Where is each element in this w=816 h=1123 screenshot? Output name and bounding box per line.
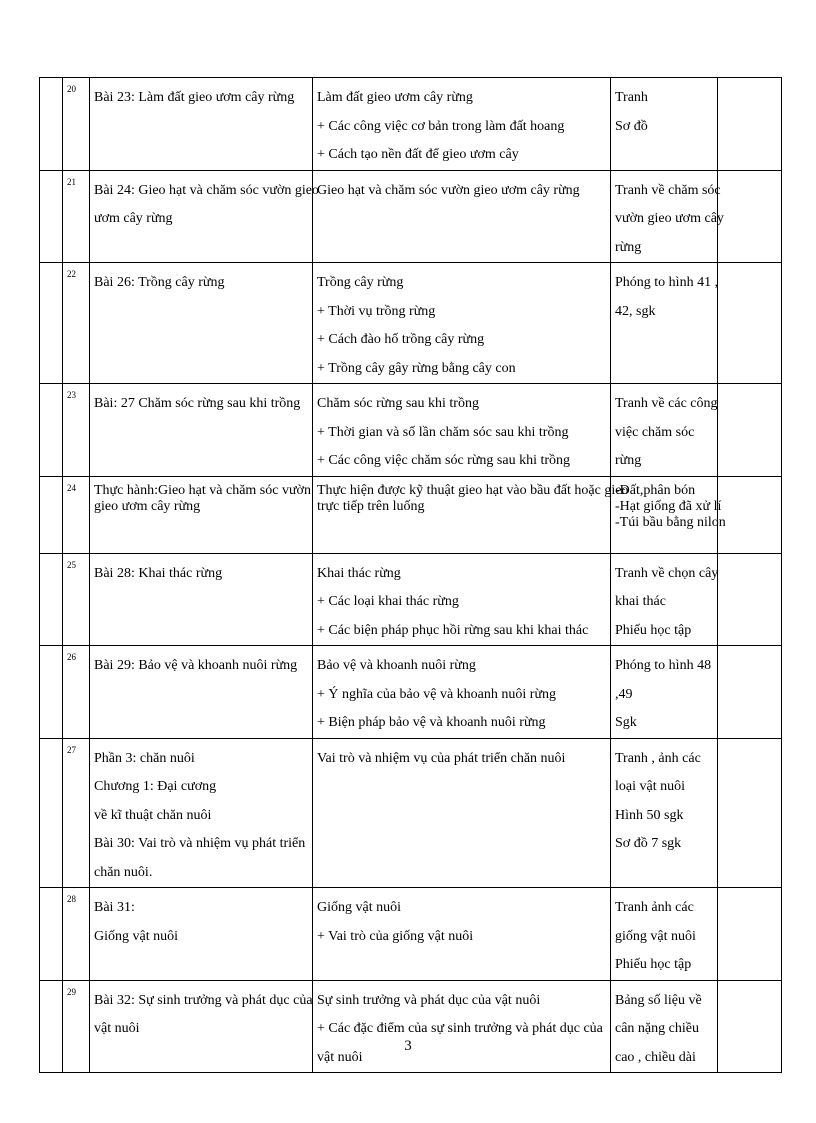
row-number: 27 [63,738,90,888]
material-line: ,49 [615,686,633,702]
material-line: Sgk [615,715,637,730]
content-cell [313,170,611,263]
material-line: Phiếu học tập [615,957,692,972]
lesson-line: Bài 23: Làm đất gieo ươm cây rừng [94,90,295,105]
material-line: Tranh , ảnh các [615,750,701,766]
lesson-cell [90,170,319,263]
lesson-cell [90,738,313,888]
row-number: 20 [63,78,90,171]
lesson-cell [90,646,313,739]
row-number: 22 [63,263,90,384]
lesson-cell [90,980,313,1073]
content-cell [313,646,611,739]
material-cell [611,170,724,263]
lesson-line: Phần 3: chăn nuôi [94,750,195,766]
lesson-line: Bài 28: Khai thác rừng [94,565,223,581]
notes-cell [718,888,782,981]
material-line: cao , chiều dài [615,1049,696,1065]
material-cell [611,888,718,981]
material-line: Phiếu học tập [615,622,692,638]
material-line: rừng [615,239,642,255]
content-line: + Các công việc chăm sóc rừng sau khi trồng [317,453,571,468]
notes-cell [718,738,782,888]
notes-cell [718,646,782,739]
row-number: 23 [63,384,90,477]
material-cell [611,738,718,888]
lesson-line: về kĩ thuật chăn nuôi [94,807,212,823]
material-line: Tranh [615,90,648,105]
lesson-line: Bài 32: Sự sinh trưởng và phát dục của [94,992,313,1008]
content-line: trực tiếp trên luống [317,498,425,514]
content-line: Chăm sóc rừng sau khi trồng [317,396,479,411]
content-cell [313,384,611,477]
material-line: cân nặng chiều [615,1021,699,1036]
material-line: vườn gieo ươm cây [615,211,724,226]
lesson-line: Bài 29: Bảo vệ và khoanh nuôi rừng [94,658,298,673]
blank-cell [40,888,63,981]
material-cell [611,553,718,646]
material-cell [611,384,718,477]
content-line: + Các loại khai thác rừng [317,594,459,609]
lesson-line: Giống vật nuôi [94,928,178,944]
row-number: 21 [63,170,90,263]
blank-cell [40,263,63,384]
lesson-cell [90,78,313,171]
lesson-cell [90,553,313,646]
content-line: vật nuôi [317,1049,363,1065]
blank-cell [40,553,63,646]
material-line: loại vật nuôi [615,779,685,794]
table-row [40,553,782,646]
material-line: Bảng số liệu về [615,992,702,1008]
material-cell [611,980,718,1073]
lesson-line: Chương 1: Đại cương [94,779,217,794]
material-line: Phóng to hình 41 , [615,275,719,290]
content-line: + Thời vụ trồng rừng [317,303,436,319]
content-line: Khai thác rừng [317,565,401,581]
material-line: rừng [615,453,642,468]
material-cell [611,476,726,553]
notes-cell [718,553,782,646]
row-number: 24 [63,476,90,553]
notes-cell [718,170,782,263]
lesson-line: gieo ươm cây rừng [94,498,201,514]
lesson-line: Bài 30: Vai trò và nhiệm vụ phát triển [94,836,306,851]
table-row [40,738,782,888]
lesson-line: Bài 26: Trồng cây rừng [94,275,225,290]
blank-cell [40,384,63,477]
content-line: + Ý nghĩa của bảo vệ và khoanh nuôi rừng [317,686,557,702]
lesson-line: Bài: 27 Chăm sóc rừng sau khi trồng [94,396,301,411]
blank-cell [40,476,63,553]
content-line: Vai trò và nhiệm vụ của phát triển chăn nuôi [317,750,566,766]
content-line: + Vai trò của giống vật nuôi [317,928,474,944]
row-number: 25 [63,553,90,646]
table-row [40,646,782,739]
notes-cell [718,980,782,1073]
lesson-line: Bài 24: Gieo hạt và chăm sóc vườn gieo [94,182,319,198]
table-row [40,170,782,263]
content-line: Trồng cây rừng [317,275,404,290]
content-cell [313,263,611,384]
content-line: + Cách đào hố trồng cây rừng [317,332,485,347]
content-line: + Biện pháp bảo vệ và khoanh nuôi rừng [317,715,546,730]
lesson-cell [90,263,313,384]
content-line: Thực hiện được kỹ thuật gieo hạt vào bầu đất hoặc gieo [317,482,629,498]
blank-cell [40,78,63,171]
content-line: + Thời gian và số lần chăm sóc sau khi trồng [317,424,569,440]
table-row [40,476,782,553]
content-line: + Các biện pháp phục hồi rừng sau khi khai thác [317,622,589,638]
content-line: Làm đất gieo ươm cây rừng [317,90,473,105]
content-cell [313,738,611,888]
lesson-line: Bài 31: [94,900,135,915]
material-line: 42, sgk [615,303,656,319]
content-line: Bảo vệ và khoanh nuôi rừng [317,658,476,673]
table-row [40,980,782,1073]
material-line: Sơ đồ 7 sgk [615,836,682,851]
content-line: + Cách tạo nền đất để gieo ươm cây [317,147,519,162]
content-cell [313,980,611,1073]
blank-cell [40,980,63,1073]
material-line: -Túi bầu bằng nilon [615,514,726,530]
table-row [40,78,782,171]
page-number: 3 [404,1038,412,1054]
material-cell [611,646,718,739]
lesson-line: ươm cây rừng [94,211,173,226]
material-line: việc chăm sóc [615,424,695,440]
content-line: + Các đặc điểm của sự sinh trưởng và phát dục của [317,1021,603,1036]
lesson-line: Thực hành:Gieo hạt và chăm sóc vườn [94,482,311,498]
lesson-line: vật nuôi [94,1021,140,1036]
material-cell [611,78,718,171]
lesson-plan-table [39,77,782,1073]
notes-cell [718,384,782,477]
content-cell [313,888,611,981]
blank-cell [40,170,63,263]
row-number: 29 [63,980,90,1073]
material-line: Sơ đồ [615,118,648,134]
content-line: Gieo hạt và chăm sóc vườn gieo ươm cây rừng [317,182,580,198]
row-number: 26 [63,646,90,739]
material-line: Tranh về các công [615,396,718,411]
material-line: -Đất,phân bón [615,482,696,498]
material-line: Hình 50 sgk [615,807,684,823]
blank-cell [40,738,63,888]
content-line: Sự sinh trưởng và phát dục của vật nuôi [317,992,541,1008]
material-line: -Hạt giống đã xử lí [615,498,722,514]
lesson-cell [90,384,313,477]
lesson-line: chăn nuôi. [94,864,153,880]
blank-cell [40,646,63,739]
lesson-cell [90,888,313,981]
material-cell [611,263,718,384]
material-line: Phóng to hình 48 [615,658,712,673]
lesson-cell [90,476,313,553]
content-cell [313,553,611,646]
notes-cell [718,78,782,171]
content-line: Giống vật nuôi [317,900,401,915]
row-number: 28 [63,888,90,981]
table-row [40,888,782,981]
content-line: + Trồng cây gây rừng bằng cây con [317,360,516,376]
table-row [40,384,782,477]
material-line: khai thác [615,594,666,609]
material-line: giống vật nuôi [615,928,696,944]
material-line: Tranh về chọn cây [615,565,719,581]
notes-cell [718,476,782,553]
content-line: + Các công việc cơ bản trong làm đất hoang [317,118,565,134]
content-cell [313,78,611,171]
content-cell [313,476,629,553]
table-row [40,263,782,384]
notes-cell [718,263,782,384]
material-line: Tranh về chăm sóc [615,182,721,198]
material-line: Tranh ảnh các [615,900,694,915]
